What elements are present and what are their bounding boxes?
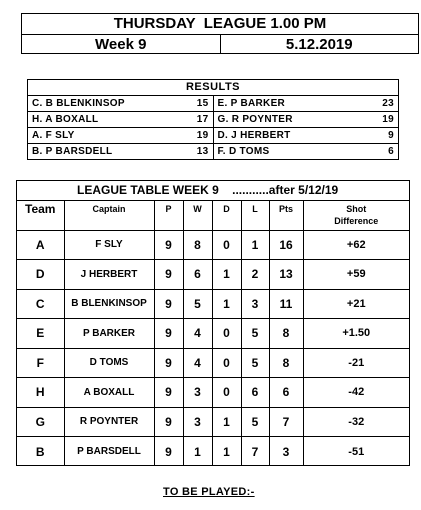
result-score: 15 — [196, 98, 209, 109]
shot-difference-cell: -32 — [303, 407, 409, 437]
result-row — [214, 112, 399, 128]
results-left-column — [28, 96, 214, 159]
drawn-cell: 1 — [212, 260, 241, 290]
table-row — [17, 437, 409, 467]
won-cell: 8 — [183, 230, 212, 260]
result-row — [28, 96, 213, 112]
result-name: B. P BARSDELL — [32, 146, 113, 157]
col-lost: L — [241, 201, 269, 230]
lost-cell: 5 — [241, 319, 269, 349]
result-row — [28, 112, 213, 128]
league-header-row — [17, 201, 409, 230]
col-team: Team — [17, 201, 64, 230]
team-cell: B — [17, 437, 64, 467]
captain-cell: A BOXALL — [64, 378, 154, 408]
team-cell: G — [17, 407, 64, 437]
result-row — [214, 144, 399, 159]
result-row — [28, 128, 213, 144]
header-box — [21, 13, 419, 54]
drawn-cell: 0 — [212, 319, 241, 349]
won-cell: 3 — [183, 407, 212, 437]
result-row — [214, 96, 399, 112]
col-captain: Captain — [64, 201, 154, 230]
drawn-cell: 1 — [212, 437, 241, 467]
team-cell: C — [17, 289, 64, 319]
lost-cell: 3 — [241, 289, 269, 319]
col-shot-difference-line2: Difference — [334, 216, 379, 226]
points-cell: 13 — [269, 260, 303, 290]
played-cell: 9 — [154, 407, 183, 437]
table-row — [17, 407, 409, 437]
result-score: 6 — [388, 146, 394, 157]
result-name: A. F SLY — [32, 130, 75, 141]
result-row — [214, 128, 399, 144]
col-played: P — [154, 201, 183, 230]
results-right-column — [214, 96, 399, 159]
result-score: 9 — [388, 130, 394, 141]
captain-cell: R POYNTER — [64, 407, 154, 437]
points-cell: 3 — [269, 437, 303, 467]
drawn-cell: 0 — [212, 348, 241, 378]
lost-cell: 5 — [241, 348, 269, 378]
won-cell: 3 — [183, 378, 212, 408]
shot-difference-cell: +21 — [303, 289, 409, 319]
points-cell: 8 — [269, 319, 303, 349]
shot-difference-cell: +1.50 — [303, 319, 409, 349]
result-name: E. P BARKER — [217, 98, 286, 109]
shot-difference-cell: -42 — [303, 378, 409, 408]
table-row — [17, 289, 409, 319]
points-cell: 8 — [269, 348, 303, 378]
to-be-played-heading: TO BE PLAYED:- — [163, 486, 255, 498]
result-name: H. A BOXALL — [32, 114, 99, 125]
points-cell: 16 — [269, 230, 303, 260]
played-cell: 9 — [154, 289, 183, 319]
header-row — [22, 35, 418, 54]
league-table-box — [16, 180, 410, 466]
lost-cell: 7 — [241, 437, 269, 467]
table-row — [17, 230, 409, 260]
result-name: G. R POYNTER — [217, 114, 293, 125]
played-cell: 9 — [154, 437, 183, 467]
results-grid — [28, 96, 398, 159]
captain-cell: J HERBERT — [64, 260, 154, 290]
result-name: D. J HERBERT — [217, 130, 291, 141]
results-title: RESULTS — [28, 80, 398, 96]
table-row — [17, 378, 409, 408]
won-cell: 4 — [183, 319, 212, 349]
result-score: 19 — [382, 114, 394, 125]
points-cell: 6 — [269, 378, 303, 408]
won-cell: 5 — [183, 289, 212, 319]
result-name: C. B BLENKINSOP — [32, 98, 125, 109]
team-cell: E — [17, 319, 64, 349]
lost-cell: 2 — [241, 260, 269, 290]
drawn-cell: 0 — [212, 378, 241, 408]
team-cell: F — [17, 348, 64, 378]
shot-difference-cell: -21 — [303, 348, 409, 378]
points-cell: 11 — [269, 289, 303, 319]
league-table — [17, 201, 409, 466]
team-cell: A — [17, 230, 64, 260]
team-cell: D — [17, 260, 64, 290]
won-cell: 6 — [183, 260, 212, 290]
played-cell: 9 — [154, 348, 183, 378]
result-row — [28, 144, 213, 159]
result-score: 23 — [382, 98, 394, 109]
drawn-cell: 0 — [212, 230, 241, 260]
played-cell: 9 — [154, 319, 183, 349]
league-table-title: LEAGUE TABLE WEEK 9 ...........after 5/12/19 — [17, 181, 409, 201]
captain-cell: P BARSDELL — [64, 437, 154, 467]
result-name: F. D TOMS — [217, 146, 270, 157]
lost-cell: 6 — [241, 378, 269, 408]
col-shot-difference-line1: Shot — [346, 204, 367, 214]
lost-cell: 5 — [241, 407, 269, 437]
table-row — [17, 260, 409, 290]
date-label: 5.12.2019 — [285, 36, 353, 53]
points-cell: 7 — [269, 407, 303, 437]
played-cell: 9 — [154, 230, 183, 260]
played-cell: 9 — [154, 378, 183, 408]
captain-cell: P BARKER — [64, 319, 154, 349]
col-shot-difference — [303, 201, 409, 230]
drawn-cell: 1 — [212, 407, 241, 437]
shot-difference-cell: +59 — [303, 260, 409, 290]
team-cell: H — [17, 378, 64, 408]
results-box — [27, 79, 399, 160]
table-row — [17, 319, 409, 349]
won-cell: 1 — [183, 437, 212, 467]
drawn-cell: 1 — [212, 289, 241, 319]
captain-cell: B BLENKINSOP — [64, 289, 154, 319]
captain-cell: D TOMS — [64, 348, 154, 378]
played-cell: 9 — [154, 260, 183, 290]
league-title: THURSDAY LEAGUE 1.00 PM — [22, 14, 418, 35]
won-cell: 4 — [183, 348, 212, 378]
result-score: 19 — [196, 130, 209, 141]
week-label: Week 9 — [22, 35, 221, 54]
result-score: 13 — [196, 146, 209, 157]
col-won: W — [183, 201, 212, 230]
shot-difference-cell: -51 — [348, 445, 365, 458]
col-drawn: D — [212, 201, 241, 230]
shot-difference-cell: +62 — [303, 230, 409, 260]
lost-cell: 1 — [241, 230, 269, 260]
result-score: 17 — [196, 114, 209, 125]
table-row — [17, 348, 409, 378]
captain-cell: F SLY — [64, 230, 154, 260]
col-points: Pts — [269, 201, 303, 230]
